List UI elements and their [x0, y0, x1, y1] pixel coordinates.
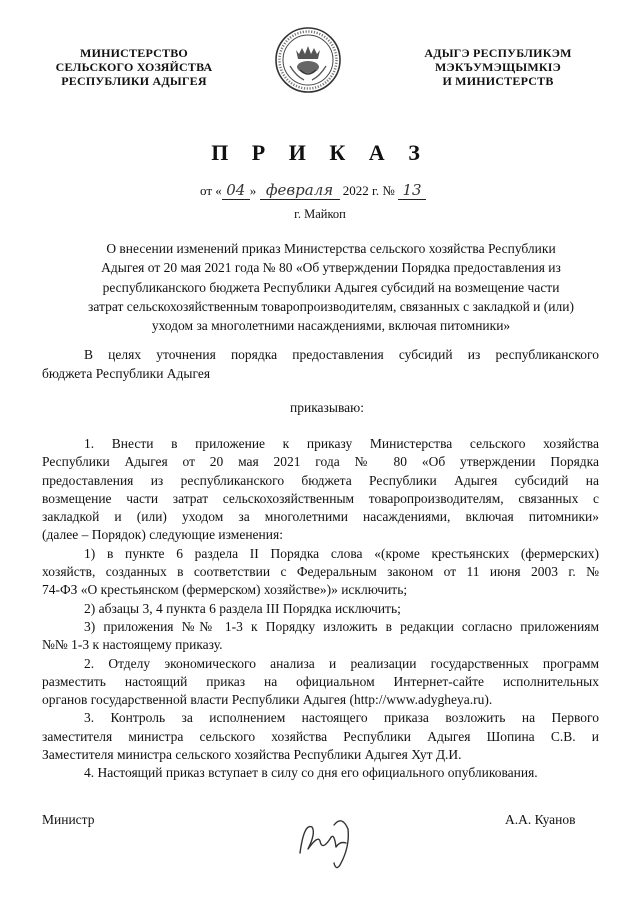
handwritten-signature-icon: [290, 805, 370, 875]
date-separator: »: [249, 183, 257, 198]
body-line: 3. Контроль за исполнением настоящего приказа возложить на Первого: [84, 710, 599, 726]
header-left-line: РЕСПУБЛИКИ АДЫГЕЯ: [61, 74, 207, 88]
body-line: 4. Настоящий приказ вступает в силу со дня его официального опубликования.: [84, 765, 538, 781]
body-line: органов государственной власти Республики Адыгея (http://www.adygheya.ru).: [42, 692, 493, 708]
preamble: [42, 345, 599, 383]
body-line: 1. Внести в приложение к приказу Министерства сельского хозяйства: [84, 436, 599, 451]
body-line: 1) в пункте 6 раздела II Порядка слова «(кроме крестьянских (фермерских): [84, 545, 599, 561]
header-left-line: СЕЛЬСКОГО ХОЗЯЙСТВА: [55, 60, 213, 74]
body-line: №№ 1-3 к настоящему приказу.: [42, 637, 223, 653]
subject-line: О внесении изменений приказ Министерства сельского хозяйства Республики: [106, 241, 556, 256]
coat-of-arms-icon: [274, 26, 342, 94]
body-line: заместителя министра сельского хозяйства Республики Адыгея Шопина С.В. и: [42, 728, 599, 744]
body-line: 2) абзацы 3, 4 пункта 6 раздела III Порядка исключить;: [84, 600, 401, 616]
subject-line: Адыгея от 20 мая 2021 года № 80 «Об утверждении Порядка предоставления из: [101, 260, 561, 276]
body-line: возмещение части затрат сельскохозяйственным товаропроизводителям, связанных с: [42, 490, 599, 506]
order-number: 13: [402, 181, 422, 199]
body-line: предоставления из республиканского бюджета Республики Адыгея субсидий на: [42, 472, 599, 488]
header-left-line: МИНИСТЕРСТВО: [80, 46, 188, 60]
header-left-block: [34, 46, 234, 88]
signer-title: Министр: [42, 812, 95, 827]
city: г. Майкоп: [294, 207, 346, 221]
order-body: [42, 435, 599, 783]
header-right-line: МЭКЪУМЭЩЫМКIЭ: [434, 60, 562, 74]
preamble-line: бюджета Республики Адыгея: [42, 366, 211, 381]
subject-block: [62, 239, 600, 335]
body-line: 3) приложения №№ 1-3 к Порядку изложить в редакции согласно приложениям: [84, 618, 599, 634]
subject-line: уходом за многолетними насаждениями, включая питомники»: [151, 318, 511, 334]
date-month: февраля: [265, 181, 334, 199]
order-word: приказываю:: [290, 400, 364, 415]
number-sign: №: [382, 183, 395, 198]
signer-name: А.А. Куанов: [505, 812, 576, 827]
document-title: П Р И К А З: [211, 140, 429, 165]
body-line: 74-ФЗ «О крестьянском (фермерском) хозяйстве»)» исключить;: [42, 582, 408, 598]
header-right-line: АДЫГЭ РЕСПУБЛИКЭМ: [424, 46, 572, 60]
preamble-line: В целях уточнения порядка предоставления субсидий из республиканского: [84, 347, 599, 362]
body-line: Республики Адыгея от 20 мая 2021 года № 80 «Об утверждении Порядка: [42, 454, 599, 470]
subject-line: республиканского бюджета Республики Адыгея субсидий на возмещение части: [102, 279, 560, 295]
body-line: закладкой и (или) уходом за многолетними насаждениями, включая питомники»: [42, 509, 599, 525]
body-line: хозяйств, созданных в соответствии с Федеральным законом от 11 июня 2003 г. №: [42, 564, 599, 580]
body-line: 2. Отделу экономического анализа и реализации государственных программ: [84, 655, 599, 671]
date-year: 2022 г.: [342, 183, 380, 198]
header-right-block: [398, 46, 598, 88]
header-right-line: И МИНИСТЕРСТВ: [442, 74, 554, 88]
body-line: разместить настоящий приказ на официальном Интернет-сайте исполнительных: [42, 673, 599, 689]
date-prefix: от «: [200, 183, 222, 198]
date-day: 04: [226, 181, 246, 199]
subject-line: затрат сельскохозяйственным товаропроизводителям, связанных с закладкой и (или): [88, 298, 574, 314]
body-line: Заместителя министра сельского хозяйства Республики Адыгея Хут Д.И.: [42, 747, 462, 763]
body-line: (далее – Порядок) следующие изменения:: [42, 527, 283, 543]
date-line: [200, 181, 440, 200]
